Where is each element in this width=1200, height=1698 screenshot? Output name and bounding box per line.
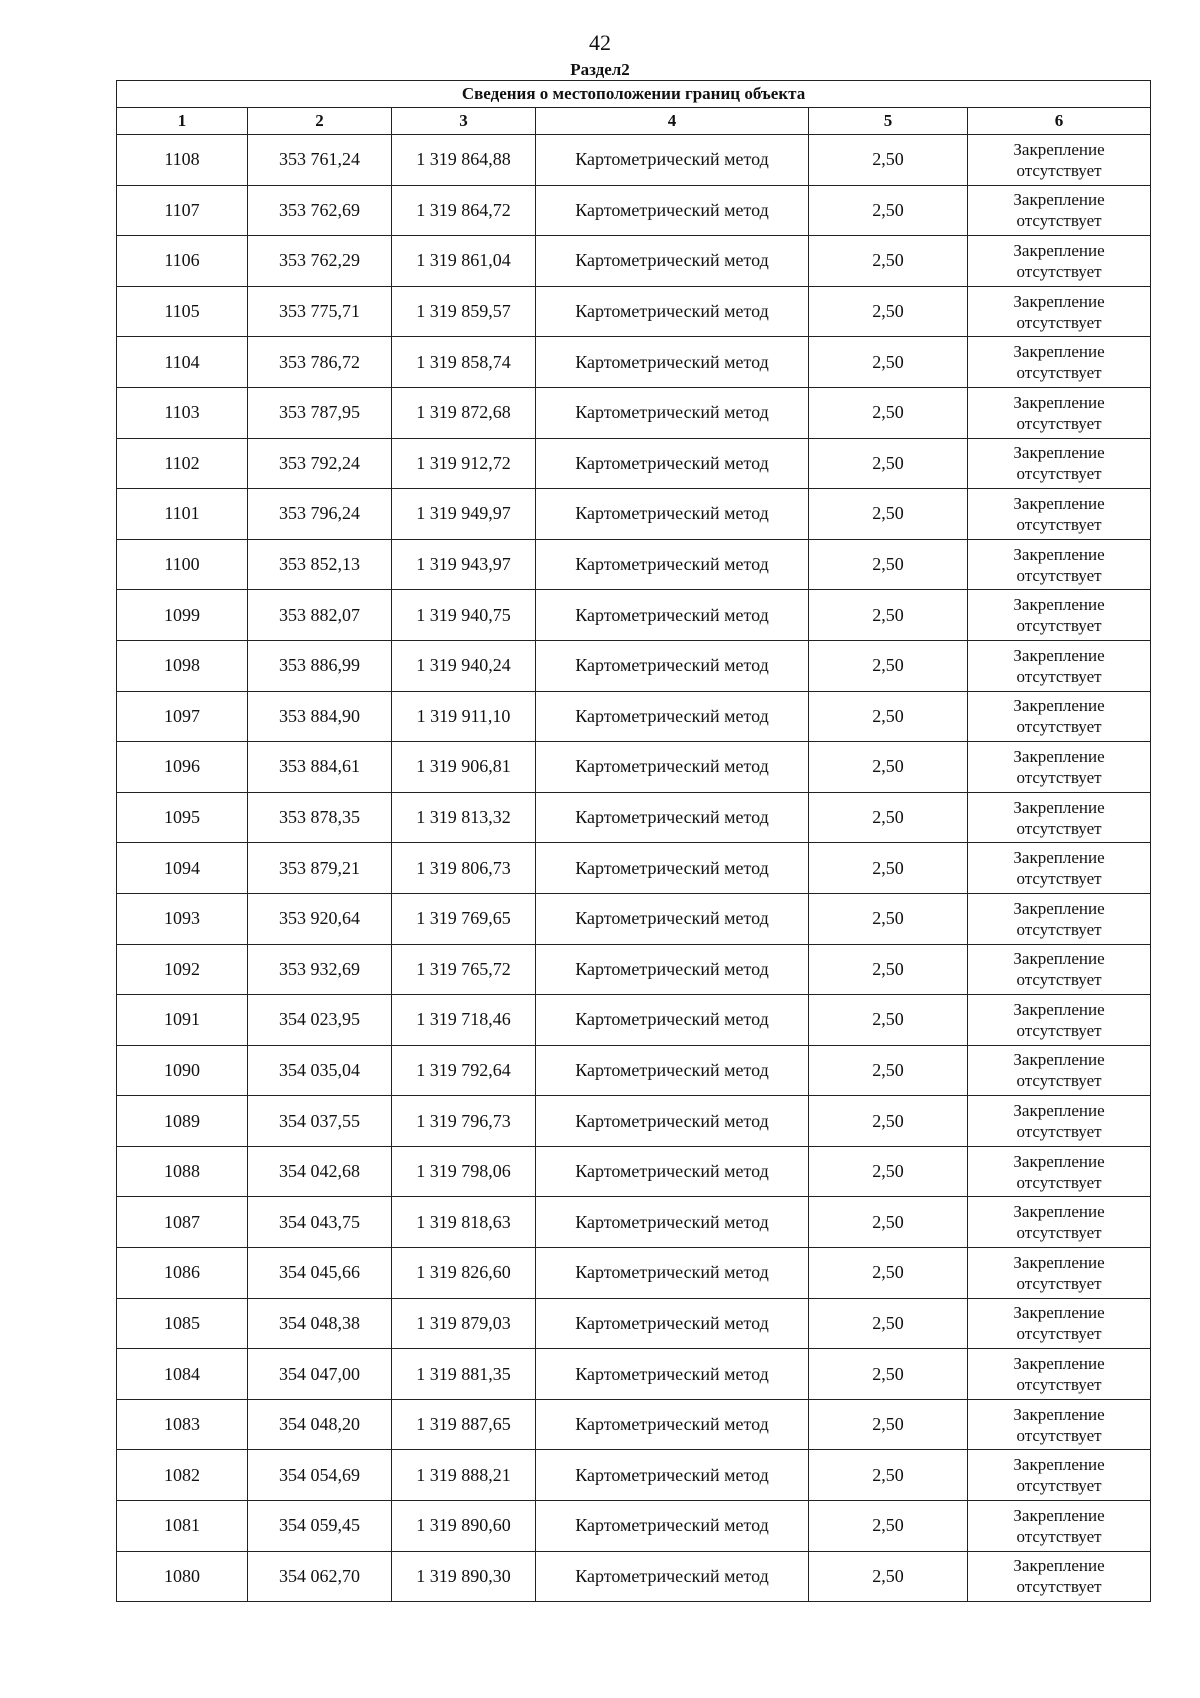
cell-x-coordinate: 353 786,72 (248, 337, 392, 388)
cell-accuracy: 2,50 (809, 590, 968, 641)
cell-method: Картометрический метод (536, 1146, 809, 1197)
cell-point-number: 1106 (117, 236, 248, 287)
fixing-line-2: отсутствует (1016, 1223, 1102, 1243)
cell-point-number: 1104 (117, 337, 248, 388)
page-number: 42 (589, 30, 611, 55)
fixing-line-2: отсутствует (1016, 1020, 1102, 1040)
cell-fixing-description (968, 1399, 1151, 1450)
table-row (117, 1248, 1151, 1299)
cell-x-coordinate: 353 932,69 (248, 944, 392, 995)
cell-fixing-description (968, 135, 1151, 186)
fixing-line-1: Закрепление (1013, 898, 1105, 918)
cell-method: Картометрический метод (536, 539, 809, 590)
cell-fixing-description (968, 691, 1151, 742)
cell-point-number: 1090 (117, 1045, 248, 1096)
cell-fixing-description (968, 1501, 1151, 1552)
table-row (117, 691, 1151, 742)
table-row (117, 1450, 1151, 1501)
cell-x-coordinate: 354 037,55 (248, 1096, 392, 1147)
fixing-line-1: Закрепление (1013, 1455, 1105, 1475)
cell-accuracy: 2,50 (809, 893, 968, 944)
cell-point-number: 1102 (117, 438, 248, 489)
fixing-line-1: Закрепление (1013, 240, 1105, 260)
cell-fixing-description (968, 1349, 1151, 1400)
table-row (117, 1349, 1151, 1400)
cell-method: Картометрический метод (536, 1096, 809, 1147)
cell-point-number: 1083 (117, 1399, 248, 1450)
fixing-line-2: отсутствует (1016, 1526, 1102, 1546)
cell-x-coordinate: 353 882,07 (248, 590, 392, 641)
cell-fixing-description (968, 590, 1151, 641)
fixing-line-1: Закрепление (1013, 1050, 1105, 1070)
cell-fixing-description (968, 1045, 1151, 1096)
cell-x-coordinate: 353 792,24 (248, 438, 392, 489)
cell-x-coordinate: 353 761,24 (248, 135, 392, 186)
fixing-line-2: отсутствует (1016, 1273, 1102, 1293)
table-row (117, 1298, 1151, 1349)
cell-method: Картометрический метод (536, 1045, 809, 1096)
fixing-line-1: Закрепление (1013, 1556, 1105, 1576)
cell-accuracy: 2,50 (809, 438, 968, 489)
cell-y-coordinate: 1 319 792,64 (392, 1045, 536, 1096)
table-row (117, 286, 1151, 337)
table-row (117, 843, 1151, 894)
fixing-line-1: Закрепление (1013, 848, 1105, 868)
cell-x-coordinate: 354 048,20 (248, 1399, 392, 1450)
cell-y-coordinate: 1 319 872,68 (392, 387, 536, 438)
cell-accuracy: 2,50 (809, 640, 968, 691)
column-header-3: 3 (392, 108, 536, 135)
fixing-line-2: отсутствует (1016, 211, 1102, 231)
cell-fixing-description (968, 1450, 1151, 1501)
cell-x-coordinate: 353 762,69 (248, 185, 392, 236)
cell-point-number: 1088 (117, 1146, 248, 1197)
fixing-line-1: Закрепление (1013, 1202, 1105, 1222)
cell-fixing-description (968, 489, 1151, 540)
boundary-coordinates-table (116, 80, 1151, 1602)
cell-x-coordinate: 354 042,68 (248, 1146, 392, 1197)
cell-accuracy: 2,50 (809, 1045, 968, 1096)
cell-point-number: 1091 (117, 995, 248, 1046)
cell-accuracy: 2,50 (809, 1450, 968, 1501)
fixing-line-1: Закрепление (1013, 1303, 1105, 1323)
cell-accuracy: 2,50 (809, 1399, 968, 1450)
cell-y-coordinate: 1 319 881,35 (392, 1349, 536, 1400)
cell-point-number: 1085 (117, 1298, 248, 1349)
cell-y-coordinate: 1 319 806,73 (392, 843, 536, 894)
fixing-line-2: отсутствует (1016, 514, 1102, 534)
cell-method: Картометрический метод (536, 1298, 809, 1349)
cell-accuracy: 2,50 (809, 1096, 968, 1147)
table-row (117, 1146, 1151, 1197)
cell-fixing-description (968, 792, 1151, 843)
cell-x-coordinate: 353 884,90 (248, 691, 392, 742)
cell-y-coordinate: 1 319 864,88 (392, 135, 536, 186)
cell-x-coordinate: 353 775,71 (248, 286, 392, 337)
cell-y-coordinate: 1 319 940,24 (392, 640, 536, 691)
table-row (117, 1501, 1151, 1552)
cell-fixing-description (968, 893, 1151, 944)
cell-accuracy: 2,50 (809, 1349, 968, 1400)
cell-fixing-description (968, 1298, 1151, 1349)
cell-accuracy: 2,50 (809, 792, 968, 843)
cell-x-coordinate: 353 884,61 (248, 742, 392, 793)
fixing-line-1: Закрепление (1013, 999, 1105, 1019)
cell-y-coordinate: 1 319 890,30 (392, 1551, 536, 1602)
table-row (117, 995, 1151, 1046)
cell-point-number: 1081 (117, 1501, 248, 1552)
cell-method: Картометрический метод (536, 236, 809, 287)
fixing-line-1: Закрепление (1013, 493, 1105, 513)
cell-point-number: 1103 (117, 387, 248, 438)
cell-fixing-description (968, 1096, 1151, 1147)
cell-fixing-description (968, 286, 1151, 337)
fixing-line-1: Закрепление (1013, 1252, 1105, 1272)
cell-point-number: 1101 (117, 489, 248, 540)
cell-point-number: 1094 (117, 843, 248, 894)
cell-y-coordinate: 1 319 826,60 (392, 1248, 536, 1299)
cell-point-number: 1098 (117, 640, 248, 691)
cell-x-coordinate: 353 920,64 (248, 893, 392, 944)
fixing-line-2: отсутствует (1016, 1476, 1102, 1496)
cell-method: Картометрический метод (536, 286, 809, 337)
fixing-line-2: отсутствует (1016, 1577, 1102, 1597)
cell-fixing-description (968, 944, 1151, 995)
table-row (117, 236, 1151, 287)
cell-y-coordinate: 1 319 765,72 (392, 944, 536, 995)
cell-method: Картометрический метод (536, 387, 809, 438)
fixing-line-2: отсутствует (1016, 1375, 1102, 1395)
fixing-line-2: отсутствует (1016, 160, 1102, 180)
cell-y-coordinate: 1 319 718,46 (392, 995, 536, 1046)
cell-accuracy: 2,50 (809, 1501, 968, 1552)
table-row (117, 1551, 1151, 1602)
cell-point-number: 1089 (117, 1096, 248, 1147)
fixing-line-2: отсутствует (1016, 413, 1102, 433)
table-row (117, 135, 1151, 186)
cell-fixing-description (968, 337, 1151, 388)
fixing-line-1: Закрепление (1013, 949, 1105, 969)
cell-point-number: 1097 (117, 691, 248, 742)
cell-method: Картометрический метод (536, 640, 809, 691)
cell-method: Картометрический метод (536, 893, 809, 944)
cell-method: Картометрический метод (536, 1450, 809, 1501)
fixing-line-2: отсутствует (1016, 919, 1102, 939)
table-row (117, 742, 1151, 793)
section-label: Раздел2 (570, 60, 630, 79)
fixing-line-2: отсутствует (1016, 869, 1102, 889)
cell-y-coordinate: 1 319 906,81 (392, 742, 536, 793)
cell-method: Картометрический метод (536, 1399, 809, 1450)
cell-method: Картометрический метод (536, 995, 809, 1046)
cell-fixing-description (968, 843, 1151, 894)
fixing-line-2: отсутствует (1016, 1071, 1102, 1091)
cell-x-coordinate: 354 045,66 (248, 1248, 392, 1299)
column-header-2: 2 (248, 108, 392, 135)
table-row (117, 893, 1151, 944)
cell-point-number: 1099 (117, 590, 248, 641)
cell-fixing-description (968, 1248, 1151, 1299)
fixing-line-1: Закрепление (1013, 342, 1105, 362)
cell-method: Картометрический метод (536, 1197, 809, 1248)
cell-fixing-description (968, 236, 1151, 287)
table-row (117, 640, 1151, 691)
cell-accuracy: 2,50 (809, 1248, 968, 1299)
cell-y-coordinate: 1 319 798,06 (392, 1146, 536, 1197)
cell-accuracy: 2,50 (809, 387, 968, 438)
fixing-line-1: Закрепление (1013, 645, 1105, 665)
cell-method: Картометрический метод (536, 337, 809, 388)
cell-y-coordinate: 1 319 912,72 (392, 438, 536, 489)
cell-y-coordinate: 1 319 861,04 (392, 236, 536, 287)
cell-point-number: 1108 (117, 135, 248, 186)
cell-accuracy: 2,50 (809, 1146, 968, 1197)
cell-method: Картометрический метод (536, 792, 809, 843)
table-row (117, 1399, 1151, 1450)
cell-accuracy: 2,50 (809, 1298, 968, 1349)
fixing-line-1: Закрепление (1013, 392, 1105, 412)
cell-method: Картометрический метод (536, 691, 809, 742)
cell-y-coordinate: 1 319 864,72 (392, 185, 536, 236)
cell-method: Картометрический метод (536, 590, 809, 641)
fixing-line-1: Закрепление (1013, 190, 1105, 210)
cell-method: Картометрический метод (536, 489, 809, 540)
cell-x-coordinate: 354 035,04 (248, 1045, 392, 1096)
cell-point-number: 1086 (117, 1248, 248, 1299)
column-header-1: 1 (117, 108, 248, 135)
cell-accuracy: 2,50 (809, 843, 968, 894)
fixing-line-2: отсутствует (1016, 1425, 1102, 1445)
fixing-line-1: Закрепление (1013, 797, 1105, 817)
cell-fixing-description (968, 995, 1151, 1046)
cell-x-coordinate: 353 796,24 (248, 489, 392, 540)
cell-fixing-description (968, 1197, 1151, 1248)
cell-x-coordinate: 353 886,99 (248, 640, 392, 691)
cell-method: Картометрический метод (536, 742, 809, 793)
table-row (117, 539, 1151, 590)
cell-y-coordinate: 1 319 796,73 (392, 1096, 536, 1147)
cell-accuracy: 2,50 (809, 742, 968, 793)
cell-x-coordinate: 354 043,75 (248, 1197, 392, 1248)
cell-x-coordinate: 354 059,45 (248, 1501, 392, 1552)
cell-fixing-description (968, 742, 1151, 793)
fixing-line-1: Закрепление (1013, 291, 1105, 311)
cell-method: Картометрический метод (536, 1248, 809, 1299)
table-row (117, 792, 1151, 843)
cell-point-number: 1092 (117, 944, 248, 995)
cell-x-coordinate: 353 852,13 (248, 539, 392, 590)
cell-y-coordinate: 1 319 890,60 (392, 1501, 536, 1552)
cell-y-coordinate: 1 319 887,65 (392, 1399, 536, 1450)
cell-accuracy: 2,50 (809, 337, 968, 388)
fixing-line-1: Закрепление (1013, 746, 1105, 766)
cell-method: Картометрический метод (536, 185, 809, 236)
fixing-line-1: Закрепление (1013, 1354, 1105, 1374)
cell-y-coordinate: 1 319 943,97 (392, 539, 536, 590)
column-header-4: 4 (536, 108, 809, 135)
table-row (117, 489, 1151, 540)
cell-point-number: 1087 (117, 1197, 248, 1248)
fixing-line-1: Закрепление (1013, 139, 1105, 159)
cell-x-coordinate: 353 878,35 (248, 792, 392, 843)
cell-accuracy: 2,50 (809, 236, 968, 287)
fixing-line-2: отсутствует (1016, 767, 1102, 787)
cell-point-number: 1080 (117, 1551, 248, 1602)
cell-point-number: 1084 (117, 1349, 248, 1400)
cell-x-coordinate: 353 762,29 (248, 236, 392, 287)
cell-fixing-description (968, 438, 1151, 489)
table-title: Сведения о местоположении границ объекта (117, 81, 1151, 108)
fixing-line-1: Закрепление (1013, 1151, 1105, 1171)
cell-method: Картометрический метод (536, 843, 809, 894)
table-row (117, 1096, 1151, 1147)
cell-x-coordinate: 353 787,95 (248, 387, 392, 438)
table-row (117, 1197, 1151, 1248)
column-header-6: 6 (968, 108, 1151, 135)
cell-x-coordinate: 354 048,38 (248, 1298, 392, 1349)
cell-y-coordinate: 1 319 911,10 (392, 691, 536, 742)
cell-x-coordinate: 354 062,70 (248, 1551, 392, 1602)
table-row (117, 337, 1151, 388)
fixing-line-1: Закрепление (1013, 1101, 1105, 1121)
table-body (117, 135, 1151, 1602)
table-header-row (117, 108, 1151, 135)
table-row (117, 438, 1151, 489)
cell-accuracy: 2,50 (809, 1197, 968, 1248)
cell-accuracy: 2,50 (809, 1551, 968, 1602)
cell-y-coordinate: 1 319 859,57 (392, 286, 536, 337)
fixing-line-2: отсутствует (1016, 464, 1102, 484)
cell-accuracy: 2,50 (809, 539, 968, 590)
cell-accuracy: 2,50 (809, 944, 968, 995)
fixing-line-1: Закрепление (1013, 1404, 1105, 1424)
fixing-line-1: Закрепление (1013, 595, 1105, 615)
cell-y-coordinate: 1 319 769,65 (392, 893, 536, 944)
fixing-line-2: отсутствует (1016, 666, 1102, 686)
cell-y-coordinate: 1 319 818,63 (392, 1197, 536, 1248)
fixing-line-1: Закрепление (1013, 696, 1105, 716)
fixing-line-2: отсутствует (1016, 717, 1102, 737)
fixing-line-2: отсутствует (1016, 1172, 1102, 1192)
cell-fixing-description (968, 387, 1151, 438)
cell-y-coordinate: 1 319 879,03 (392, 1298, 536, 1349)
cell-point-number: 1105 (117, 286, 248, 337)
cell-method: Картометрический метод (536, 1501, 809, 1552)
cell-x-coordinate: 353 879,21 (248, 843, 392, 894)
fixing-line-2: отсутствует (1016, 312, 1102, 332)
cell-fixing-description (968, 539, 1151, 590)
fixing-line-1: Закрепление (1013, 1505, 1105, 1525)
cell-point-number: 1096 (117, 742, 248, 793)
cell-fixing-description (968, 1146, 1151, 1197)
fixing-line-2: отсутствует (1016, 1122, 1102, 1142)
cell-method: Картометрический метод (536, 944, 809, 995)
column-header-5: 5 (809, 108, 968, 135)
fixing-line-2: отсутствует (1016, 363, 1102, 383)
fixing-line-2: отсутствует (1016, 565, 1102, 585)
cell-point-number: 1082 (117, 1450, 248, 1501)
fixing-line-2: отсутствует (1016, 970, 1102, 990)
cell-method: Картометрический метод (536, 1551, 809, 1602)
fixing-line-2: отсутствует (1016, 818, 1102, 838)
fixing-line-2: отсутствует (1016, 261, 1102, 281)
table-row (117, 590, 1151, 641)
cell-y-coordinate: 1 319 940,75 (392, 590, 536, 641)
cell-y-coordinate: 1 319 858,74 (392, 337, 536, 388)
cell-point-number: 1100 (117, 539, 248, 590)
table-row (117, 944, 1151, 995)
cell-accuracy: 2,50 (809, 489, 968, 540)
cell-method: Картометрический метод (536, 135, 809, 186)
cell-point-number: 1107 (117, 185, 248, 236)
cell-y-coordinate: 1 319 888,21 (392, 1450, 536, 1501)
fixing-line-1: Закрепление (1013, 544, 1105, 564)
cell-method: Картометрический метод (536, 438, 809, 489)
cell-fixing-description (968, 185, 1151, 236)
cell-accuracy: 2,50 (809, 286, 968, 337)
cell-method: Картометрический метод (536, 1349, 809, 1400)
cell-fixing-description (968, 640, 1151, 691)
cell-fixing-description (968, 1551, 1151, 1602)
cell-accuracy: 2,50 (809, 995, 968, 1046)
table-row (117, 387, 1151, 438)
cell-accuracy: 2,50 (809, 135, 968, 186)
fixing-line-2: отсутствует (1016, 616, 1102, 636)
cell-y-coordinate: 1 319 813,32 (392, 792, 536, 843)
cell-x-coordinate: 354 054,69 (248, 1450, 392, 1501)
cell-accuracy: 2,50 (809, 185, 968, 236)
cell-accuracy: 2,50 (809, 691, 968, 742)
fixing-line-2: отсутствует (1016, 1324, 1102, 1344)
fixing-line-1: Закрепление (1013, 443, 1105, 463)
cell-x-coordinate: 354 047,00 (248, 1349, 392, 1400)
cell-point-number: 1093 (117, 893, 248, 944)
cell-x-coordinate: 354 023,95 (248, 995, 392, 1046)
cell-point-number: 1095 (117, 792, 248, 843)
table-row (117, 185, 1151, 236)
table-title-row (117, 81, 1151, 108)
cell-y-coordinate: 1 319 949,97 (392, 489, 536, 540)
table-row (117, 1045, 1151, 1096)
